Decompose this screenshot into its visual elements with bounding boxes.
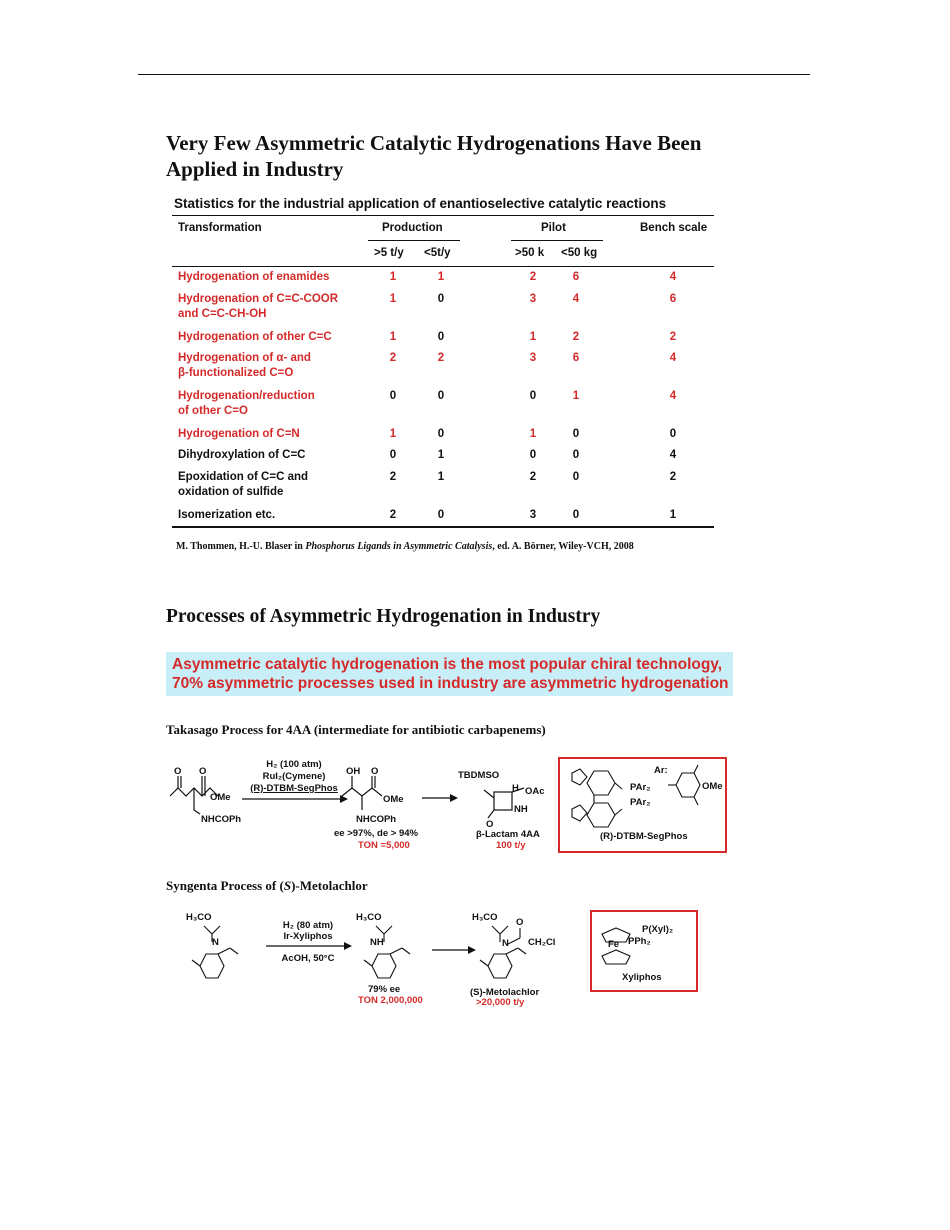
row-label: Hydrogenation/reduction of other C=O: [178, 390, 315, 417]
pr-oh: OH: [346, 766, 361, 777]
citation: M. Thommen, H.-U. Blaser in Phosphorus Ligands in Asymmetric Catalysis, ed. A. Börner, Wiley-VCH, 2008: [176, 541, 634, 552]
syngenta-ton: TON 2,000,000: [358, 995, 423, 1006]
row-value: 2: [389, 471, 397, 483]
subheader-lt50kg: <50 kg: [561, 247, 598, 259]
syngenta-title: Syngenta Process of (S)-Metolachlor: [166, 878, 368, 893]
segphos-name: (R)-DTBM-SegPhos: [600, 831, 688, 842]
metolachlor-production: >20,000 t/y: [476, 997, 525, 1008]
xyliphos-pxyl2: P(Xyl)₂: [642, 924, 674, 935]
row-value: 1: [437, 271, 445, 283]
row-value: 0: [437, 390, 445, 402]
xyliphos-fe: Fe: [608, 939, 620, 950]
row-value: 1: [572, 390, 580, 402]
lactam-h: H: [512, 783, 519, 794]
row-value: 0: [389, 390, 397, 402]
row-value: 1: [437, 449, 445, 461]
row-value: 2: [389, 509, 397, 521]
row-label: Dihydroxylation of C=C: [178, 449, 306, 461]
takasago-arrow-2: [420, 792, 460, 804]
metolachlor-name: (S)-Metolachlor: [470, 987, 540, 998]
xyliphos-pph2: PPh₂: [628, 936, 651, 947]
row-value: 2: [529, 271, 537, 283]
lactam-production: 100 t/y: [496, 840, 526, 851]
row-value: 1: [389, 428, 397, 440]
row-value: 1: [669, 509, 677, 521]
row-value: 0: [389, 449, 397, 461]
row-value: 0: [437, 293, 445, 305]
subheader-lt5ty: <5t/y: [424, 247, 451, 259]
sm-o1: O: [174, 766, 182, 777]
pr-nhcoph: NHCOPh: [356, 814, 397, 825]
takasago-title: Takasago Process for 4AA (intermediate for antibiotic carbapenems): [166, 722, 546, 737]
row-label: Epoxidation of C=C and oxidation of sulfide: [178, 471, 309, 498]
metolachlor-h3co: H₃CO: [472, 912, 498, 923]
sm-nhcoph: NHCOPh: [201, 814, 242, 825]
row-value: 1: [529, 331, 537, 343]
row-value: 6: [572, 271, 580, 283]
takasago-cond-1: H₂ (100 atm): [266, 759, 322, 770]
syngenta-ee: 79% ee: [368, 984, 401, 995]
section2-title: Processes of Asymmetric Hydrogenation in Industry: [166, 606, 601, 627]
table-top-rule: [172, 215, 714, 216]
page-top-rule: [138, 74, 810, 75]
highlight-banner: [166, 652, 733, 696]
row-value: 4: [669, 449, 677, 461]
banner-line2: 70% asymmetric processes used in industry are asymmetric hydrogenation: [172, 675, 729, 692]
row-label: Hydrogenation of α- and β-functionalized C=O: [178, 352, 311, 379]
imine-n: N: [212, 937, 219, 948]
row-value: 4: [572, 293, 580, 305]
metolachlor-n: N: [502, 938, 509, 949]
row-value: 2: [669, 471, 677, 483]
lactam-nh: NH: [514, 804, 528, 815]
table-bottom-rule: [172, 526, 714, 528]
amine-nh: NH: [370, 937, 384, 948]
imine-h3co: H₃CO: [186, 912, 212, 923]
row-value: 3: [529, 352, 537, 364]
segphos-par2-bottom: PAr₂: [630, 797, 651, 808]
aryl-ome: OMe: [702, 781, 723, 792]
amine-structure: [354, 920, 434, 990]
metolachlor-o: O: [516, 917, 524, 928]
syngenta-arrow-1: [264, 941, 354, 951]
banner-line1: Asymmetric catalytic hydrogenation is the most popular chiral technology,: [172, 656, 723, 673]
takasago-arrow-1: [240, 794, 350, 804]
row-value: 4: [669, 390, 677, 402]
production-underline: [368, 240, 460, 241]
row-value: 0: [437, 331, 445, 343]
row-value: 1: [389, 331, 397, 343]
header-production: Production: [382, 222, 443, 234]
metolachlor-structure: [470, 920, 560, 990]
beta-lactam-structure: [476, 774, 546, 824]
takasago-cond-3: (R)-DTBM-SegPhos: [250, 783, 338, 794]
lactam-oac: OAc: [525, 786, 545, 797]
amine-h3co: H₃CO: [356, 912, 382, 923]
ar-label: Ar:: [654, 765, 668, 776]
row-value: 1: [389, 271, 397, 283]
row-value: 4: [669, 271, 677, 283]
segphos-ligand-box: [558, 757, 727, 853]
header-pilot: Pilot: [541, 222, 566, 234]
row-label: Hydrogenation of C=N: [178, 428, 300, 440]
pr-o: O: [371, 766, 379, 777]
row-value: 0: [437, 428, 445, 440]
row-value: 3: [529, 509, 537, 521]
row-value: 1: [437, 471, 445, 483]
imine-structure: [182, 920, 262, 990]
table-header-rule: [172, 266, 714, 267]
pilot-underline: [511, 240, 603, 241]
subheader-gt50k: >50 k: [515, 247, 545, 259]
table-caption: Statistics for the industrial application of enantioselective catalytic reactions: [174, 196, 667, 211]
header-transformation: Transformation: [178, 222, 262, 234]
syngenta-cond-3: AcOH, 50°C: [281, 953, 335, 964]
row-value: 2: [669, 331, 677, 343]
header-bench-scale: Bench scale: [640, 222, 708, 234]
row-value: 0: [437, 509, 445, 521]
pr-ome: OMe: [383, 794, 404, 805]
sm-ome: OMe: [210, 792, 231, 803]
syngenta-cond-2: Ir-Xyliphos: [283, 931, 333, 942]
row-value: 2: [437, 352, 445, 364]
row-value: 0: [572, 428, 580, 440]
subheader-gt5ty: >5 t/y: [374, 247, 404, 259]
metolachlor-ch2cl: CH₂Cl: [528, 937, 556, 948]
row-value: 0: [669, 428, 677, 440]
row-value: 6: [572, 352, 580, 364]
syngenta-cond-1: H₂ (80 atm): [282, 920, 334, 931]
sm-o2: O: [199, 766, 207, 777]
takasago-cond-2: RuI₂(Cymene): [262, 771, 326, 782]
row-value: 1: [389, 293, 397, 305]
row-value: 0: [572, 449, 580, 461]
row-value: 0: [572, 471, 580, 483]
lactam-name: β-Lactam 4AA: [476, 829, 540, 840]
section1-title: Very Few Asymmetric Catalytic Hydrogenations Have Been Applied in Industry: [166, 131, 702, 181]
tbdmso: TBDMSO: [458, 770, 500, 781]
row-value: 6: [669, 293, 677, 305]
lactam-o: O: [486, 819, 494, 830]
row-value: 4: [669, 352, 677, 364]
row-value: 1: [529, 428, 537, 440]
row-value: 0: [529, 390, 537, 402]
xyliphos-name: Xyliphos: [622, 972, 662, 983]
takasago-ton: TON =5,000: [358, 840, 410, 851]
takasago-ee: ee >97%, de > 94%: [334, 828, 418, 839]
row-value: 0: [572, 509, 580, 521]
row-label: Isomerization etc.: [178, 509, 276, 521]
segphos-par2-top: PAr₂: [630, 782, 651, 793]
row-value: 2: [389, 352, 397, 364]
row-label: Hydrogenation of other C=C: [178, 331, 332, 343]
row-label: Hydrogenation of enamides: [178, 271, 330, 283]
row-value: 0: [529, 449, 537, 461]
row-value: 2: [529, 471, 537, 483]
row-value: 2: [572, 331, 580, 343]
xyliphos-ligand-box: [590, 910, 698, 992]
row-value: 3: [529, 293, 537, 305]
row-label: Hydrogenation of C=C-COOR and C=C-CH-OH: [178, 293, 339, 320]
